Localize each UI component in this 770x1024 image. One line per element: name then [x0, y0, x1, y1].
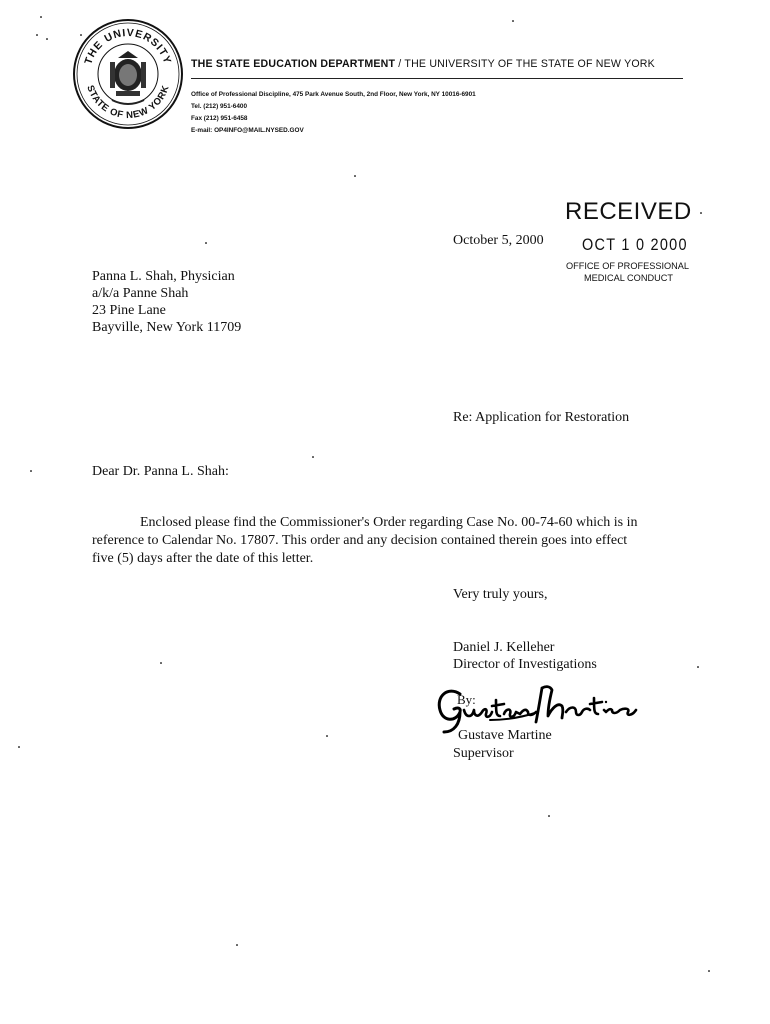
recipient-line: Bayville, New York 11709: [92, 320, 242, 335]
by-label: By:: [457, 692, 476, 707]
recipient-line: 23 Pine Lane: [92, 303, 166, 318]
scan-speck: [46, 38, 48, 40]
received-stamp-office: OFFICE OF PROFESSIONAL: [566, 261, 690, 271]
signer-name: Daniel J. Kelleher: [453, 640, 555, 655]
office-phone: Tel. (212) 951-6400: [191, 103, 248, 110]
university-seal-icon: [72, 18, 184, 130]
recipient-line: a/k/a Panne Shah: [92, 286, 189, 301]
salutation: Dear Dr. Panna L. Shah:: [92, 464, 229, 479]
scan-speck: [40, 16, 42, 18]
letterhead-divider: [191, 78, 683, 79]
scan-speck: [512, 20, 514, 22]
recipient-line: Panna L. Shah, Physician: [92, 269, 235, 284]
second-signer-title: Supervisor: [453, 746, 514, 761]
office-email: E-mail: OP4INFO@MAIL.NYSED.GOV: [191, 127, 304, 134]
body-line: five (5) days after the date of this letter.: [92, 551, 314, 566]
scan-speck: [697, 666, 699, 668]
subject-line: Re: Application for Restoration: [453, 410, 630, 425]
scan-speck: [18, 746, 20, 748]
svg-text:THE UNIVERSITY: THE UNIVERSITY: [82, 26, 174, 66]
scan-speck: [548, 815, 550, 817]
signer-title: Director of Investigations: [453, 657, 597, 672]
scan-speck: [30, 470, 32, 472]
scan-speck: [708, 970, 710, 972]
received-stamp-date: OCT 1 0 2000: [582, 235, 688, 254]
letter-body: [92, 514, 712, 568]
scan-speck: [236, 944, 238, 946]
scan-speck: [700, 212, 702, 214]
letter-date: October 5, 2000: [453, 233, 544, 248]
body-line: Enclosed please find the Commissioner's Order regarding Case No. 00-74-60 which is in: [140, 515, 638, 530]
scan-speck: [80, 34, 82, 36]
department-heading: [191, 58, 655, 70]
svg-text:STATE OF NEW YORK: STATE OF NEW YORK: [84, 83, 172, 122]
scan-speck: [312, 456, 314, 458]
recipient-address: [92, 268, 241, 336]
office-address: Office of Professional Discipline, 475 Park Avenue South, 2nd Floor, New York, NY 10016-6901: [191, 91, 476, 98]
scan-speck: [326, 735, 328, 737]
scan-speck: [36, 34, 38, 36]
scan-speck: [160, 662, 162, 664]
body-line: reference to Calendar No. 17807. This order and any decision contained therein goes into effect: [92, 533, 628, 548]
department-name: THE STATE EDUCATION DEPARTMENT: [191, 58, 396, 70]
second-signer-name: Gustave Martine: [458, 728, 552, 743]
received-stamp: RECEIVED: [565, 198, 692, 225]
scan-speck: [205, 242, 207, 244]
received-stamp-office-subline: MEDICAL CONDUCT: [584, 273, 673, 283]
office-fax: Fax (212) 951-6458: [191, 115, 248, 122]
scan-speck: [354, 175, 356, 177]
university-name: / THE UNIVERSITY OF THE STATE OF NEW YORK: [398, 58, 655, 70]
closing: Very truly yours,: [453, 587, 548, 602]
